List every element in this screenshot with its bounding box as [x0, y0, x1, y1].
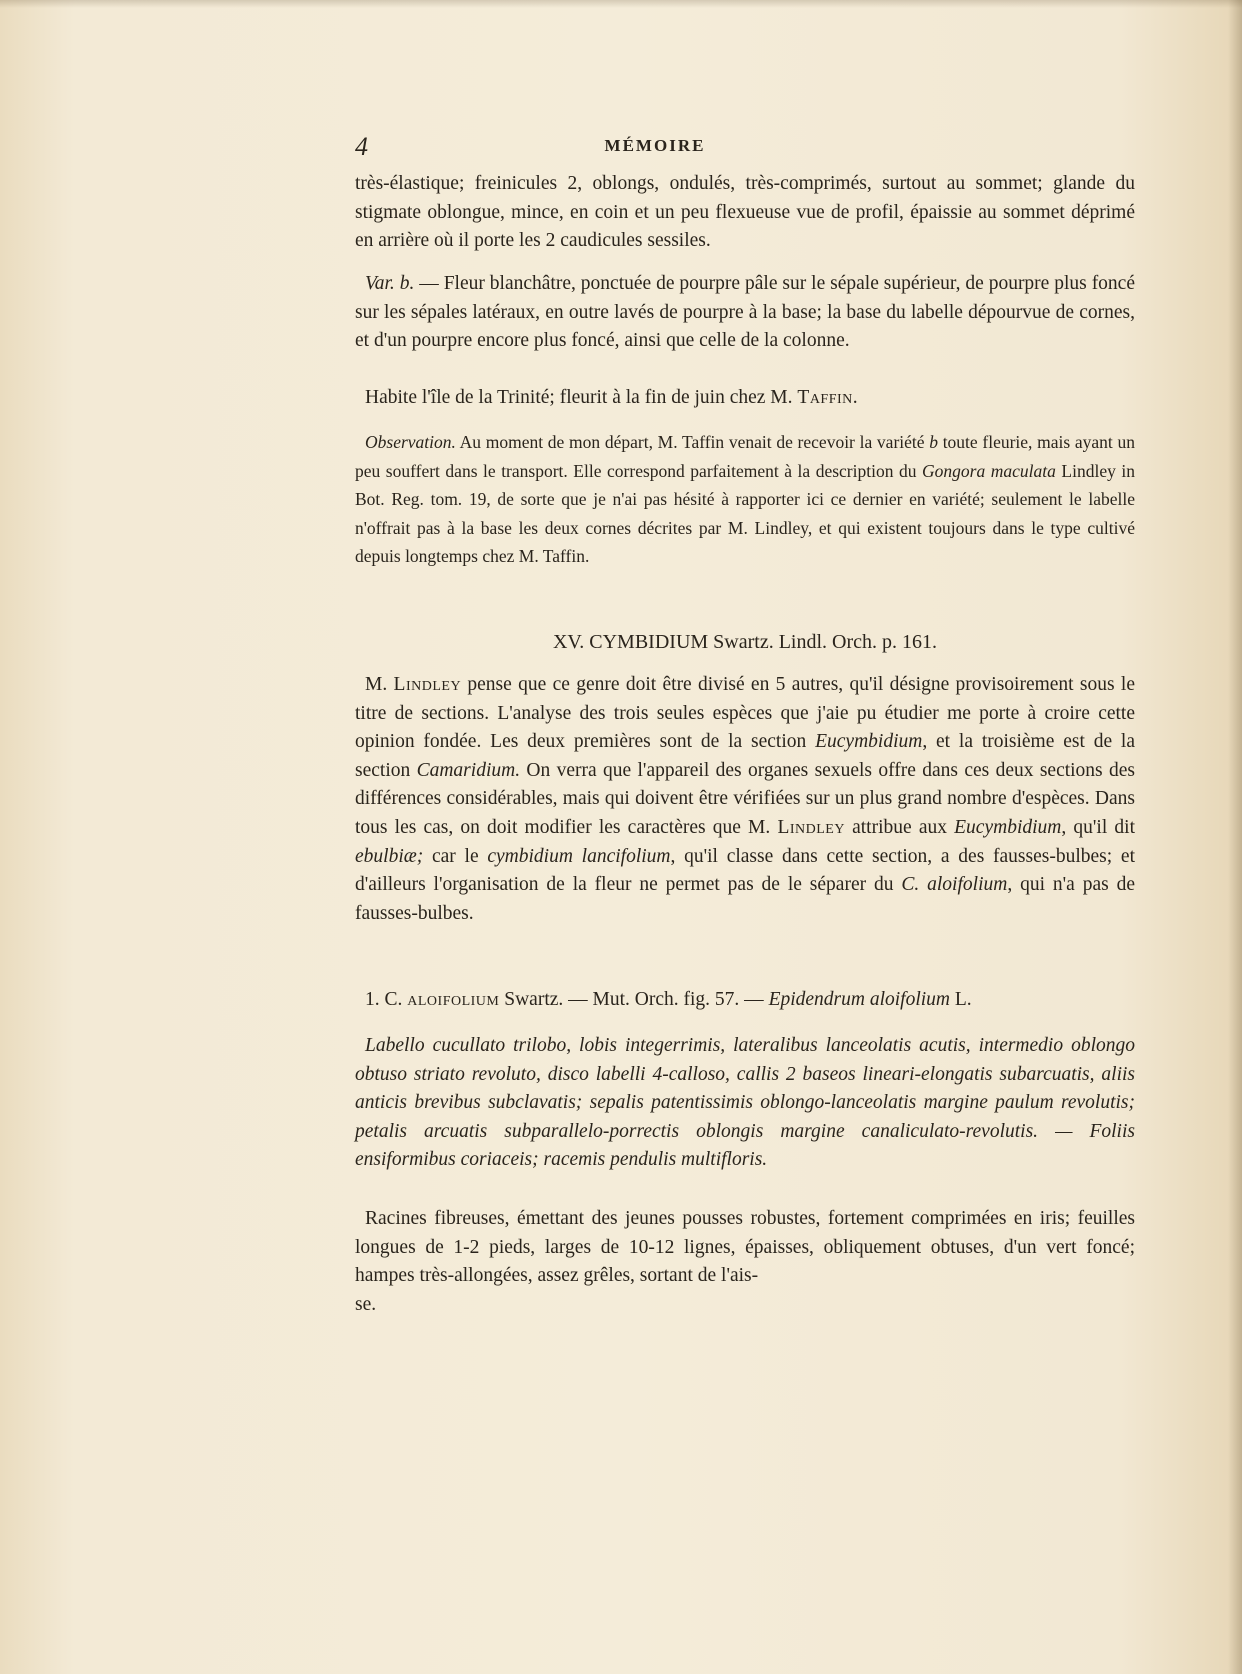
description-paragraph: [355, 1205, 1135, 1319]
page-number: 4: [355, 132, 368, 161]
paragraph-1: [355, 170, 1135, 256]
cymbidium-text-8: , qu'il classe dans cette section, a des fausses-bulbes; et d'ailleurs l'organisation de la fleur ne permet pas de le séparer du: [355, 845, 1135, 896]
observation-genus: Gongora maculata: [922, 460, 1056, 481]
species-number: 1. C.: [365, 989, 408, 1010]
cymbidium-text: [355, 671, 1135, 928]
description-text: Racines fibreuses, émettant des jeunes pousses robustes, fortement comprimées en iris; feuilles longues de 1-2 pieds, larges de 10-12 lignes, épaisses, obliquement obtuses, d'un vert foncé; hampes très-allongées, assez grêles, sortant de l'ais-: [355, 1208, 1135, 1287]
species-author: L.: [950, 989, 972, 1010]
species-synonym: Epidendrum aloifolium: [768, 989, 951, 1010]
habitat-text: Habite l'île de la Trinité; fleurit à la fin de juin chez M.: [365, 387, 798, 408]
observation-text-1: Au moment de mon départ, M. Taffin venait de recevoir la variété: [455, 432, 930, 452]
observation-variety: b: [929, 432, 938, 452]
variety-lead: Var. b.: [365, 273, 415, 294]
observation-lead: Observation.: [365, 432, 456, 452]
observation-block: [355, 428, 1135, 571]
description-continuation: se.: [355, 1293, 377, 1315]
variety-paragraph: [355, 270, 1135, 356]
species-entry: [355, 986, 1135, 1015]
paragraph-habitat: [355, 384, 1135, 413]
cymbidium-text-3: , et la troisième est de la section: [355, 731, 1135, 781]
running-head: MÉMOIRE: [604, 136, 706, 155]
variety-text: — Fleur blanchâtre, ponctuée de pourpre pâle sur le sépale supérieur, de pourpre plus foncé sur les sépales latéraux, en outre lavés de pourpre à la base; la base du labelle dépourvue de cornes, et d'un pourpre encore plus foncé, ainsi que celle de la colonne.: [355, 273, 1135, 352]
paragraph-variety: [355, 270, 1135, 356]
cymbidium-species-1: cymbidium lancifolium: [487, 845, 671, 867]
cymbidium-species-2: C. aloifolium: [901, 874, 1008, 896]
cymbidium-section-3: Eucymbidium: [954, 816, 1062, 838]
page-top-edge: [0, 0, 1242, 8]
habitat-name: Taffin.: [797, 387, 859, 408]
cymbidium-text-2: pense que ce genre doit être divisé en 5 autres, qu'il désigne provisoirement sous le titre de sections. L'analyse des trois seules espèces que j'aie pu étudier me porte à croire cette opinion fondée. Les deux premières sont de la section: [355, 674, 1135, 753]
cymbidium-text-9: , qui n'a pas de fausses-bulbes.: [355, 874, 1135, 924]
page-header: [355, 132, 955, 162]
observation-text-3: Lindley in Bot. Reg. tom. 19, de sorte que je n'ai pas hésité à rapporter ici ce dernier en variété; seulement le labelle n'offrait pas à la base les deux cornes décrites par M. Lindley, et qui existent toujours dans le type cultivé depuis longtemps chez M. Taffin.: [355, 460, 1135, 567]
cymbidium-text-7: car le: [423, 845, 488, 867]
habitat-paragraph: [355, 384, 1135, 413]
species-line: [355, 986, 1135, 1015]
observation-text-2: toute fleurie, mais ayant un peu souffert dans le transport. Elle correspond parfaitement à la description du: [355, 432, 1135, 481]
cymbidium-text-6: , qu'il dit: [1061, 816, 1135, 838]
cymbidium-author-1: Lindley: [393, 674, 462, 695]
section-heading: XV. CYMBIDIUM Swartz. Lindl. Orch. p. 161.: [552, 631, 938, 653]
species-refs: Swartz. — Mut. Orch. fig. 57. —: [499, 989, 769, 1010]
cymbidium-text-4: On verra que l'appareil des organes sexuels offre dans ces deux sections des différences considérables, mais qui doivent être vérifiées sur un plus grand nombre d'espèces. Dans tous les cas, on doit modifier les caractères que M.: [355, 759, 1135, 838]
cymbidium-author-2: Lindley: [777, 816, 845, 838]
cymbidium-text-5: attribue aux: [844, 816, 955, 838]
observation-paragraph: [355, 428, 1135, 571]
page-right-edge: [1228, 0, 1242, 1674]
cymbidium-term: ebulbiæ;: [355, 845, 424, 867]
cymbidium-paragraph: [355, 671, 1135, 928]
cymbidium-text-1: M.: [365, 674, 394, 695]
cymbidium-section-2: Camaridium.: [416, 759, 521, 781]
paragraph-1-text: très-élastique; freinicules 2, oblongs, ondulés, très-comprimés, surtout au sommet; glande du stigmate oblongue, mince, en coin et un peu flexueuse vue de profil, épaissie au sommet déprimé en arrière où il porte les 2 caudicules sessiles.: [355, 173, 1135, 252]
latin-diagnosis: [355, 1032, 1135, 1175]
latin-text: Labello cucullato trilobo, lobis integerrimis, lateralibus lanceolatis acutis, intermedio oblongo obtuso striato revoluto, disco labelli 4-calloso, callis 2 baseos lineari-elongatis subarcuatis, aliis anticis brevibus subclavatis; sepalis patentissimis oblongo-lanceolatis margine paulum revolutis; petalis arcuatis subparallelo-porrectis oblongis margine canaliculato-revolutis. — Foliis ensiformibus coriaceis; racemis pendulis multifloris.: [355, 1035, 1135, 1171]
species-name: aloifolium: [407, 989, 500, 1010]
cymbidium-section-1: Eucymbidium: [815, 731, 923, 753]
